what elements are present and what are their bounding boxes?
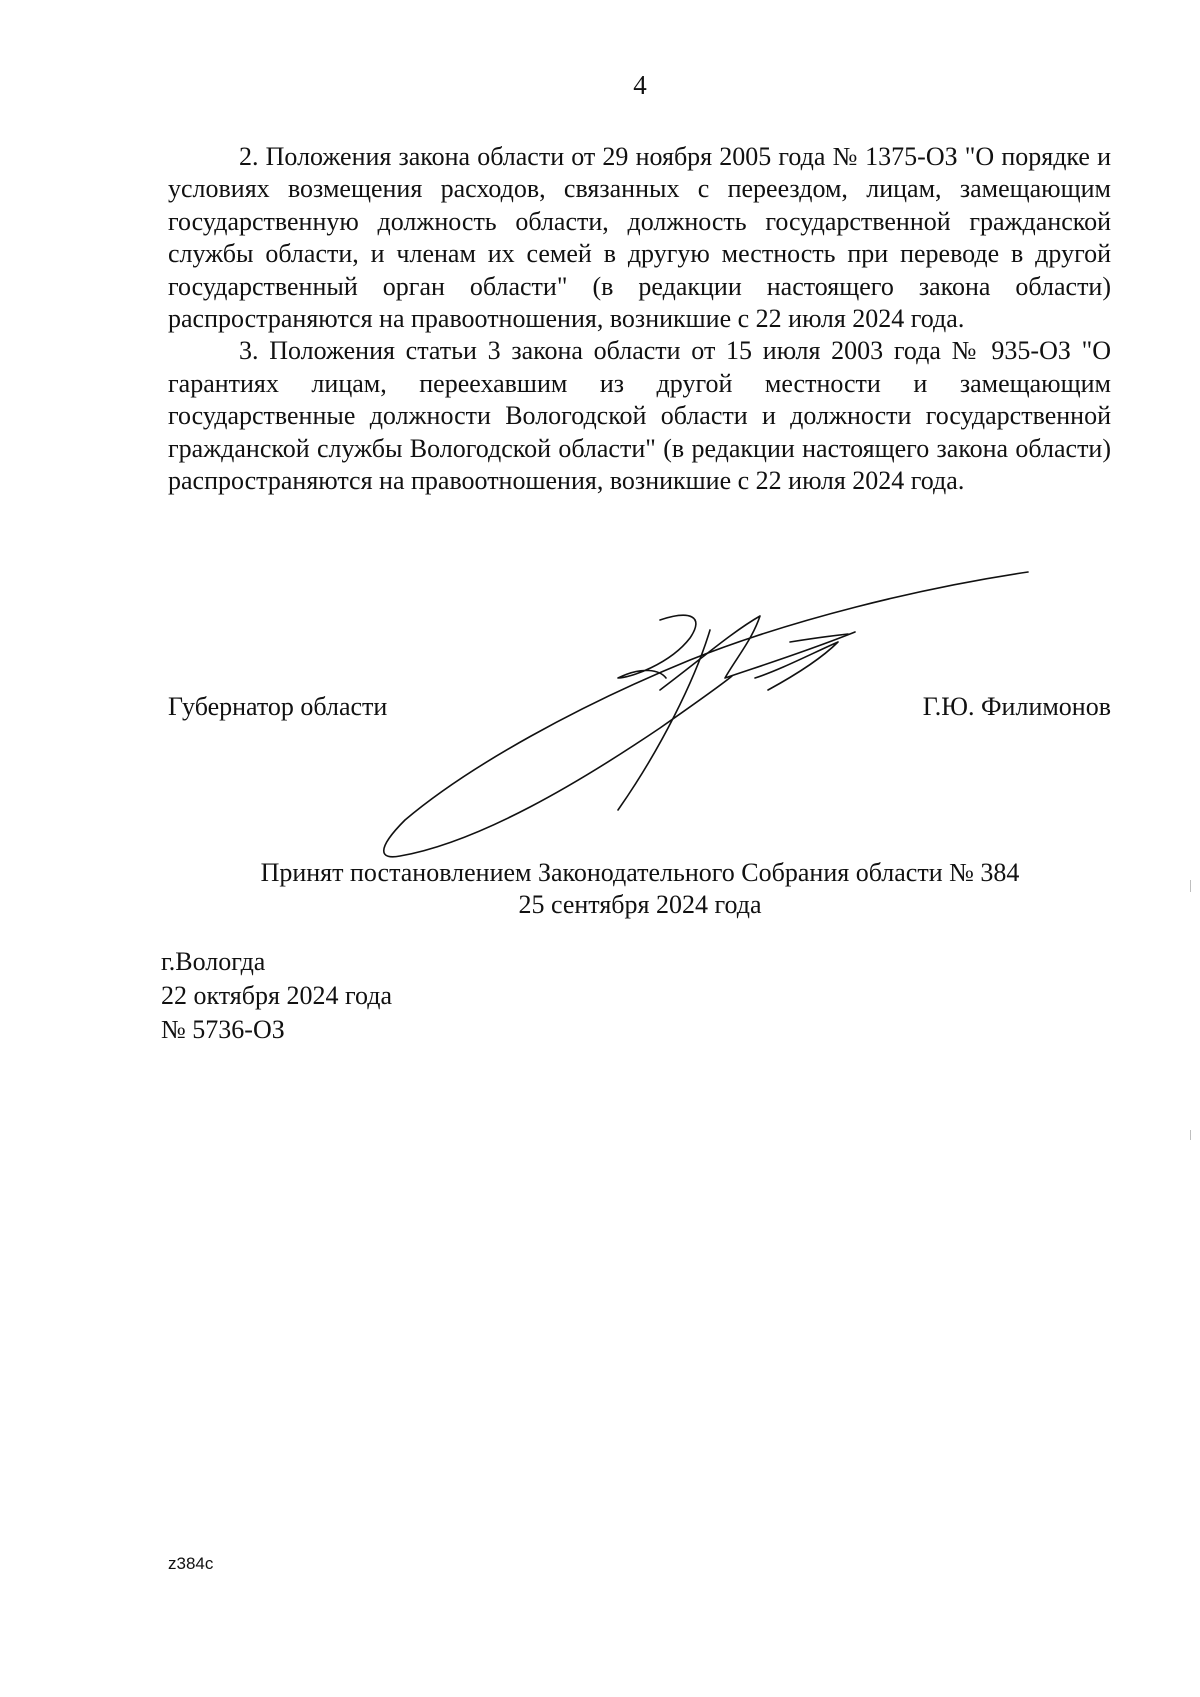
scan-edge-mark — [1190, 880, 1191, 892]
signer-position: Губернатор области — [168, 692, 388, 721]
adoption-line-1: Принят постановлением Законодательного Собрания области № 384 — [260, 858, 1020, 887]
page-number: 4 — [633, 70, 647, 100]
signature-row — [168, 692, 1111, 726]
document-body — [168, 141, 1111, 497]
paragraph-2: 2. Положения закона области от 29 ноября 2005 года № 1375-ОЗ "О порядке и условиях возмещения расходов, связанных с переездом, лицам, замещающим государственную должность области, должность государственной гражданской службы области, и членам их семей в другую местность при переводе в другой государственный орган области" (в редакции настоящего закона области) распространяются на правоотношения, возникшие с 22 июля 2024 года. — [168, 142, 1111, 334]
law-date: 22 октября 2024 года — [161, 981, 392, 1010]
adoption-line-2: 25 сентября 2024 года — [518, 890, 762, 919]
footer-code: z384c — [168, 1554, 214, 1573]
city: г.Вологда — [161, 947, 266, 976]
law-number: № 5736-ОЗ — [161, 1015, 285, 1044]
adoption-note — [0, 857, 1200, 921]
place-date-block — [161, 945, 392, 1047]
paragraph-3: 3. Положения статьи 3 закона области от 15 июля 2003 года № 935-ОЗ "О гарантиях лицам, переехавшим из другой местности и замещающим государственные должности Вологодской области и должности государственной гражданской службы Вологодской области" (в редакции настоящего закона области) распространяются на правоотношения, возникшие с 22 июля 2024 года. — [168, 336, 1111, 496]
scan-edge-mark — [1190, 1130, 1191, 1140]
signer-name: Г.Ю. Филимонов — [922, 692, 1111, 721]
